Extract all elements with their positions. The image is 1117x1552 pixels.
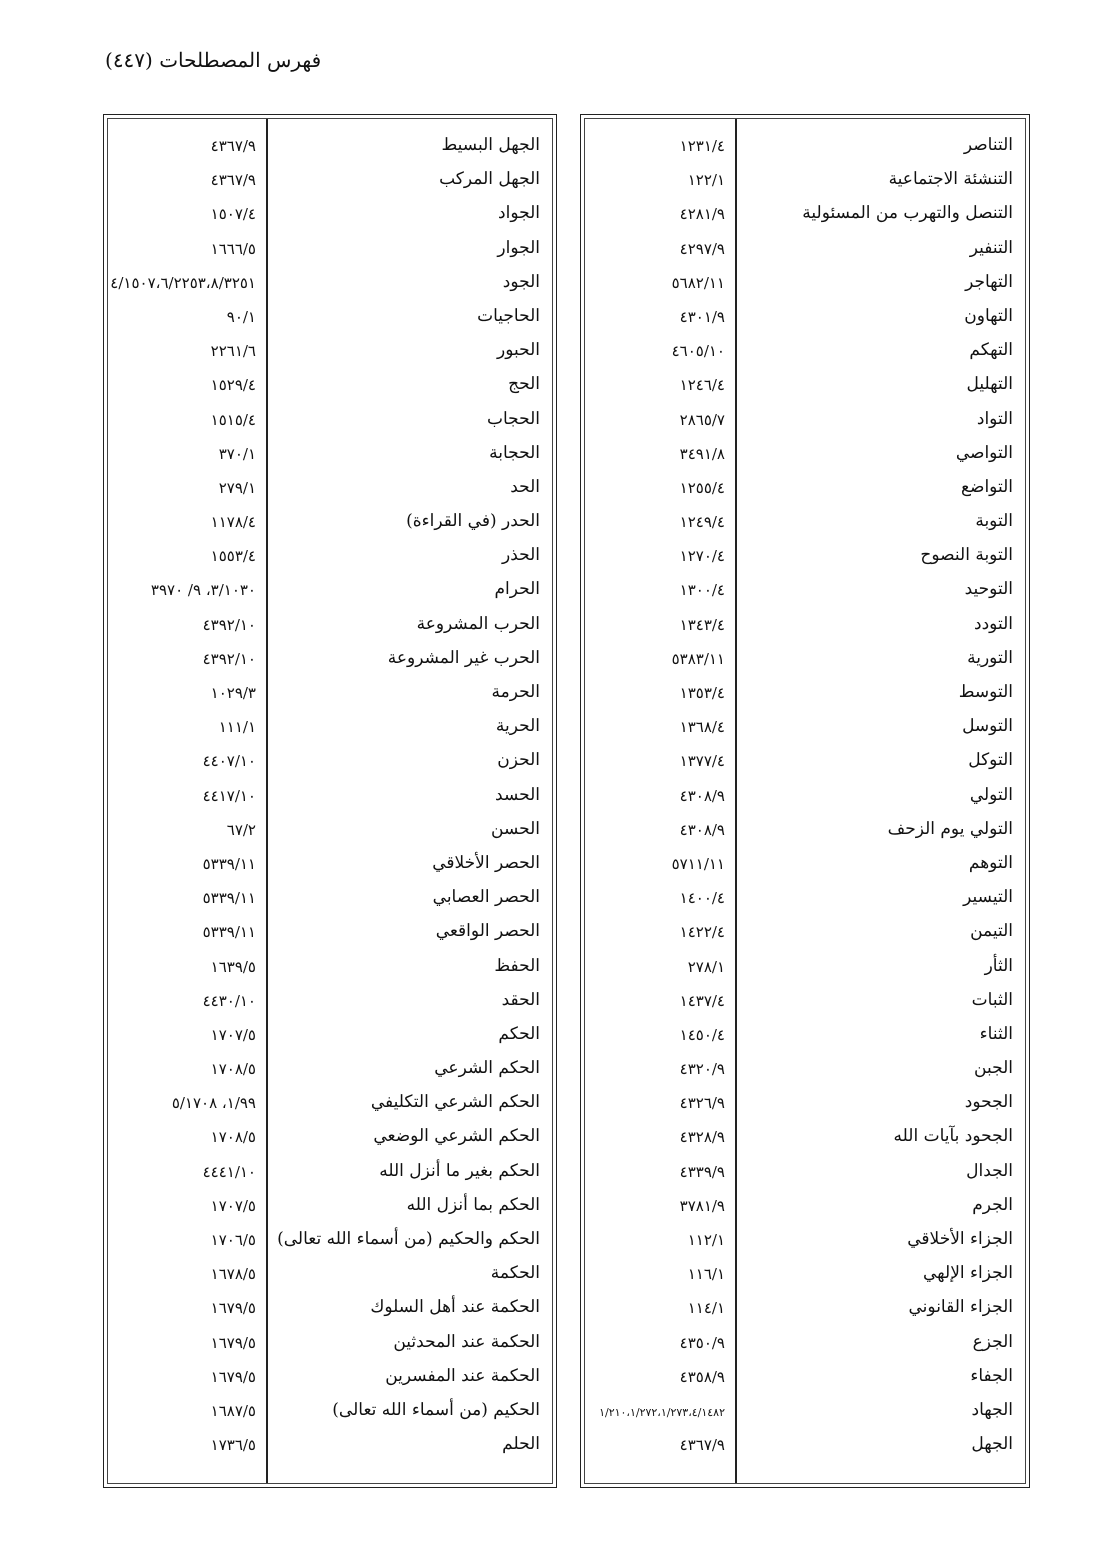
index-entry <box>581 336 1029 370</box>
index-entry <box>581 1088 1029 1122</box>
entry-term: التنشئة الاجتماعية <box>888 169 1013 190</box>
entry-term: الحرية <box>495 716 540 737</box>
index-entry <box>104 883 556 917</box>
entry-reference: ١٧٣٦/٥ <box>210 1436 256 1455</box>
entry-term: الحزن <box>497 750 540 771</box>
entry-term: الحرب غير المشروعة <box>387 647 540 668</box>
entry-term: الحبور <box>497 340 540 361</box>
index-entry <box>581 302 1029 336</box>
entry-term: التوسط <box>958 682 1013 702</box>
entry-term: الجهاد <box>971 1399 1013 1420</box>
index-entry <box>581 1293 1029 1327</box>
entry-reference: ١٢٢/١ <box>687 171 725 190</box>
entry-reference: ٤٣٦٧/٩ <box>210 171 256 190</box>
index-entry <box>581 952 1029 986</box>
entry-term: الحرام <box>494 579 540 600</box>
entry-reference: ٤٤٣٠/١٠ <box>202 991 256 1010</box>
index-entry <box>104 678 556 712</box>
index-entry <box>581 1225 1029 1259</box>
entry-term: الثناء <box>979 1023 1013 1044</box>
entry-reference: ١٦٦٦/٥ <box>210 239 256 258</box>
index-entry <box>104 473 556 507</box>
index-entry <box>581 1362 1029 1396</box>
entry-reference: ١٤٠٠/٤ <box>679 889 725 908</box>
index-entry <box>581 1191 1029 1225</box>
index-entry <box>104 370 556 404</box>
entry-term: التورية <box>967 647 1013 668</box>
entry-term: التودد <box>974 613 1013 634</box>
entry-term: التنفير <box>969 237 1013 258</box>
entry-reference: ٤٣٩٢/١٠ <box>202 649 256 668</box>
entry-reference: ١٣٦٨/٤ <box>679 718 725 737</box>
index-entry <box>581 1020 1029 1054</box>
entry-reference: ٥٣٨٣/١١ <box>671 649 725 668</box>
index-entry <box>581 610 1029 644</box>
entry-term: الجفاء <box>970 1365 1013 1386</box>
index-entry <box>104 268 556 302</box>
entry-reference: ١١٦/١ <box>687 1265 725 1284</box>
index-entry <box>581 439 1029 473</box>
index-entry <box>581 746 1029 780</box>
entry-term: الحجاب <box>486 408 540 429</box>
index-entry <box>581 644 1029 678</box>
entry-reference: ٤٣٠١/٩ <box>679 307 725 326</box>
index-entry <box>104 610 556 644</box>
index-entry <box>104 1157 556 1191</box>
index-entry <box>104 1396 556 1430</box>
entry-reference: ١٦٧٩/٥ <box>210 1333 256 1352</box>
entry-term: الجزاء الإلهي <box>923 1263 1013 1284</box>
index-rows <box>104 131 556 1464</box>
index-entry <box>581 1122 1029 1156</box>
index-entry <box>581 815 1029 849</box>
entry-reference: ١٢٤٦/٤ <box>679 376 725 395</box>
entry-term: الجدال <box>966 1160 1013 1181</box>
entry-reference: ١٤٣٧/٤ <box>679 991 725 1010</box>
entry-reference: ١٧٠٦/٥ <box>210 1231 256 1249</box>
entry-term: الجحود بآيات الله <box>893 1126 1013 1147</box>
index-entry <box>104 165 556 199</box>
entry-reference: ٤٣٩٢/١٠ <box>202 615 256 634</box>
entry-reference: ١٥٠٧/٤ <box>210 205 256 224</box>
entry-reference: ٤٣٢٨/٩ <box>679 1128 725 1147</box>
entry-reference: ١٦٧٩/٥ <box>210 1367 256 1386</box>
index-entry <box>104 986 556 1020</box>
index-entry <box>581 199 1029 233</box>
index-entry <box>581 678 1029 712</box>
entry-reference: ٣/١٠٣٠، ٩/ ٣٩٧٠ <box>150 581 256 600</box>
entry-reference: ٢٨٦٥/٧ <box>679 410 725 429</box>
index-entry <box>104 541 556 575</box>
entry-term: الجحود <box>964 1092 1013 1113</box>
entry-term: التنصل والتهرب من المسئولية <box>802 203 1013 224</box>
entry-term: التوبة النصوح <box>920 545 1013 566</box>
entry-reference: ١٣٠٠/٤ <box>679 581 725 600</box>
entry-reference: ١/٩٩، ٥/١٧٠٨ <box>171 1094 256 1113</box>
index-entry <box>581 1328 1029 1362</box>
index-entry <box>581 131 1029 165</box>
entry-term: الحاجيات <box>477 305 540 326</box>
entry-reference: ٤٣٦٧/٩ <box>210 137 256 155</box>
entry-reference: ٣٤٩١/٨ <box>679 444 725 463</box>
index-entry <box>104 302 556 336</box>
entry-term: الجهل <box>971 1434 1013 1455</box>
entry-reference: ٢٢٦١/٦ <box>210 342 256 361</box>
entry-term: الحكم الشرعي الوضعي <box>373 1126 540 1147</box>
entry-term: الحصر العصابي <box>432 887 540 908</box>
index-entry <box>581 781 1029 815</box>
index-entry <box>104 644 556 678</box>
index-entry <box>104 1259 556 1293</box>
entry-term: التهليل <box>966 374 1013 395</box>
index-entry <box>581 405 1029 439</box>
entry-reference: ١١١/١ <box>218 718 256 737</box>
index-entry <box>104 336 556 370</box>
index-entry <box>104 1020 556 1054</box>
entry-term: الحفظ <box>494 955 540 976</box>
index-entry <box>104 815 556 849</box>
index-entry <box>104 234 556 268</box>
entry-term: التيسير <box>963 887 1013 908</box>
entry-term: التوكل <box>968 750 1013 771</box>
index-entry <box>581 507 1029 541</box>
index-entry <box>104 1225 556 1259</box>
entry-reference: ٤٣٠٨/٩ <box>679 820 725 839</box>
entry-term: الحرمة <box>491 682 540 702</box>
index-entry <box>581 268 1029 302</box>
index-entry <box>104 199 556 233</box>
index-entry <box>581 575 1029 609</box>
entry-reference: ١٧٠٨/٥ <box>210 1060 256 1079</box>
entry-term: الحكمة عند أهل السلوك <box>370 1297 540 1318</box>
index-entry <box>104 917 556 951</box>
entry-term: الجزع <box>972 1331 1013 1352</box>
entry-term: الحذر <box>501 545 540 566</box>
entry-term: التواد <box>976 408 1013 429</box>
entry-reference: ١٧٠٧/٥ <box>210 1196 256 1215</box>
entry-term: التناصر <box>963 135 1013 155</box>
entry-reference: ١٥١٥/٤ <box>210 410 256 429</box>
entry-reference: ٤٦٠٥/١٠ <box>671 342 725 361</box>
entry-reference: ٥٧١١/١١ <box>671 854 725 873</box>
entry-term: التواصي <box>955 442 1013 463</box>
entry-reference: ٤٤٤١/١٠ <box>202 1162 256 1181</box>
entry-term: الثبات <box>971 989 1013 1010</box>
index-entry <box>104 131 556 165</box>
entry-term: التولي <box>969 784 1013 805</box>
index-table-left <box>103 114 557 1488</box>
index-entry <box>581 234 1029 268</box>
index-entry <box>104 1054 556 1088</box>
entry-reference: ١٧٠٨/٥ <box>210 1128 256 1147</box>
entry-term: الثأر <box>984 955 1013 976</box>
entry-term: الحكم <box>498 1023 540 1044</box>
entry-term: التهاجر <box>965 271 1013 292</box>
entry-reference: ١٤٢٢/٤ <box>679 923 725 942</box>
entry-reference: ٤٢٨١/٩ <box>679 205 725 224</box>
entry-reference: ٤٤١٧/١٠ <box>202 786 256 805</box>
entry-reference: ٣٧٨١/٩ <box>679 1196 725 1215</box>
index-rows <box>581 131 1029 1464</box>
entry-reference: ١٦٧٩/٥ <box>210 1299 256 1318</box>
index-entry <box>104 1088 556 1122</box>
entry-term: الحكم الشرعي التكليفي <box>370 1092 540 1113</box>
entry-reference: ١٦٨٧/٥ <box>210 1401 256 1420</box>
index-entry <box>104 781 556 815</box>
index-entry <box>104 1191 556 1225</box>
entry-reference: ٤٣٣٩/٩ <box>679 1162 725 1181</box>
page-header: فهرس المصطلحات (٤٤٧) <box>105 48 322 72</box>
entry-reference: ٢٧٩/١ <box>218 478 256 497</box>
entry-term: الحصر الواقعي <box>435 921 540 942</box>
entry-term: الجزاء القانوني <box>908 1297 1013 1318</box>
entry-reference: ٤٣٥٨/٩ <box>679 1367 725 1386</box>
index-entry <box>104 575 556 609</box>
entry-reference: ٥٦٨٢/١١ <box>671 273 725 292</box>
entry-reference: ٤٣٥٠/٩ <box>679 1333 725 1352</box>
entry-reference: ١٥٥٣/٤ <box>210 547 256 566</box>
entry-term: الحكم بغير ما أنزل الله <box>379 1160 540 1181</box>
entry-term: الجبن <box>974 1058 1013 1079</box>
index-entry <box>581 165 1029 199</box>
entry-term: الجوار <box>497 237 540 258</box>
entry-term: الجرم <box>972 1194 1013 1215</box>
index-entry <box>581 1396 1029 1430</box>
index-entry <box>581 917 1029 951</box>
entry-reference: ٤٣٢٠/٩ <box>679 1060 725 1079</box>
entry-term: الحصر الأخلاقي <box>432 852 540 873</box>
entry-term: الحرب المشروعة <box>416 613 540 634</box>
entry-term: التوسل <box>962 716 1013 737</box>
index-entry <box>581 712 1029 746</box>
index-entry <box>104 1293 556 1327</box>
entry-term: الحكمة <box>490 1263 540 1284</box>
entry-reference: ٤٢٩٧/٩ <box>679 239 725 258</box>
index-entry <box>104 1362 556 1396</box>
entry-term: الحج <box>508 374 540 395</box>
index-entry <box>104 1430 556 1464</box>
entry-term: الجواد <box>498 203 540 224</box>
index-entry <box>104 439 556 473</box>
entry-reference: ١٢٧٠/٤ <box>679 547 725 566</box>
index-entry <box>581 1259 1029 1293</box>
entry-term: الحكمة عند المفسرين <box>385 1365 540 1386</box>
entry-term: التهاون <box>964 305 1013 326</box>
entry-reference: ٤٣٦٧/٩ <box>679 1436 725 1455</box>
index-entry <box>104 849 556 883</box>
entry-reference: ١٣٥٣/٤ <box>679 684 725 702</box>
index-entry <box>581 370 1029 404</box>
entry-term: التهكم <box>969 340 1013 361</box>
entry-reference: ١٢٥٥/٤ <box>679 478 725 497</box>
entry-term: التوبة <box>975 511 1013 532</box>
index-entry <box>581 1157 1029 1191</box>
entry-reference: ١٢٣١/٤ <box>679 137 725 155</box>
entry-reference: ١٢٤٩/٤ <box>679 513 725 532</box>
entry-reference: ٤٣٠٨/٩ <box>679 786 725 805</box>
index-entry <box>104 1122 556 1156</box>
index-entry <box>581 849 1029 883</box>
entry-term: الحلم <box>502 1434 540 1455</box>
entry-term: الجزاء الأخلاقي <box>907 1229 1013 1249</box>
entry-term: التوهم <box>968 852 1013 873</box>
entry-reference: ١٧٠٧/٥ <box>210 1025 256 1044</box>
index-entry <box>581 541 1029 575</box>
entry-reference: ١٠٢٩/٣ <box>210 684 256 702</box>
entry-term: الحكم الشرعي <box>434 1058 540 1079</box>
entry-term: التولي يوم الزحف <box>887 818 1013 839</box>
entry-term: الحكيم (من أسماء الله تعالى) <box>332 1399 540 1420</box>
index-entry <box>581 473 1029 507</box>
entry-term: الجهل البسيط <box>441 135 540 155</box>
entry-reference: ١٤٥٠/٤ <box>679 1025 725 1044</box>
index-entry <box>104 507 556 541</box>
entry-reference: ٤٤٠٧/١٠ <box>202 752 256 771</box>
index-entry <box>104 1328 556 1362</box>
entry-reference: ٢٧٨/١ <box>687 957 725 976</box>
index-entry <box>581 1430 1029 1464</box>
entry-reference: ٥٣٣٩/١١ <box>202 889 256 908</box>
entry-reference: ٩٠/١ <box>226 307 256 326</box>
index-table-right <box>580 114 1030 1488</box>
entry-term: الحقد <box>501 989 540 1010</box>
entry-term: الحد <box>510 476 540 497</box>
entry-reference: ٣٧٠/١ <box>218 444 256 463</box>
index-entry <box>104 405 556 439</box>
entry-term: الجهل المركب <box>439 169 540 190</box>
entry-reference: ١٥٢٩/٤ <box>210 376 256 395</box>
entry-reference: ١١٤/١ <box>687 1299 725 1318</box>
entry-term: الحجابة <box>489 442 540 463</box>
entry-reference: ٥٣٣٩/١١ <box>202 923 256 942</box>
entry-reference: ١١٧٨/٤ <box>210 513 256 532</box>
entry-term: الحسد <box>495 784 540 805</box>
entry-reference: ٥٣٣٩/١١ <box>202 854 256 873</box>
entry-reference: ١/٢١٠،١/٢٧٢،١/٢٧٣،٤/١٤٨٢ <box>599 1405 725 1419</box>
entry-reference: ١٣٤٣/٤ <box>679 615 725 634</box>
entry-term: الحكمة عند المحدثين <box>393 1331 540 1352</box>
index-entry <box>104 952 556 986</box>
entry-term: التيمن <box>970 921 1013 942</box>
entry-reference: ٤/١٥٠٧،٦/٢٢٥٣،٨/٣٢٥١ <box>110 273 256 292</box>
entry-term: الحكم بما أنزل الله <box>406 1194 540 1215</box>
entry-reference: ٦٧/٢ <box>226 820 256 839</box>
index-entry <box>104 746 556 780</box>
index-entry <box>581 986 1029 1020</box>
index-entry <box>104 712 556 746</box>
index-entry <box>581 883 1029 917</box>
index-entry <box>581 1054 1029 1088</box>
entry-term: الجود <box>502 271 540 292</box>
entry-reference: ٤٣٢٦/٩ <box>679 1094 725 1113</box>
entry-term: التوحيد <box>964 579 1013 600</box>
entry-reference: ١٣٧٧/٤ <box>679 752 725 771</box>
entry-reference: ١٦٧٨/٥ <box>210 1265 256 1284</box>
entry-term: الحكم والحكيم (من أسماء الله تعالى) <box>277 1229 540 1249</box>
entry-reference: ١٦٣٩/٥ <box>210 957 256 976</box>
entry-reference: ١١٢/١ <box>687 1231 725 1249</box>
entry-term: الحسن <box>491 818 540 839</box>
entry-term: التواضع <box>960 476 1013 497</box>
entry-term: الحدر (في القراءة) <box>406 511 540 532</box>
